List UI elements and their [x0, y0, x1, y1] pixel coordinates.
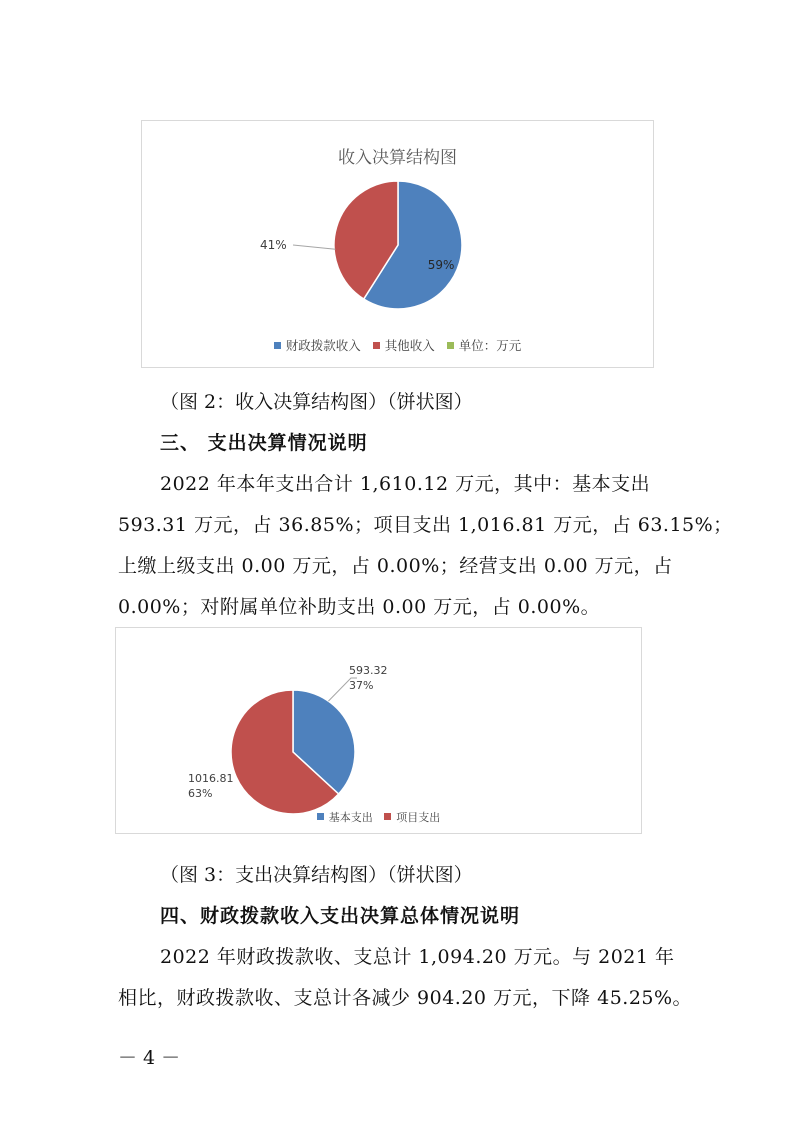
legend-swatch [384, 813, 391, 820]
legend-swatch [317, 813, 324, 820]
chart-legend [116, 809, 641, 825]
legend-swatch [373, 342, 380, 349]
legend-item-basic: 基本支出 [317, 809, 373, 825]
paragraph-line: 2022 年财政拨款收、支总计 1,094.20 万元。与 2021 年 [160, 946, 675, 968]
figure-2-caption: （图 2：收入决算结构图）（饼状图） [160, 391, 473, 413]
income-structure-chart [141, 120, 654, 368]
chart-legend [142, 336, 653, 354]
legend-item-unit: 单位：万元 [447, 336, 522, 354]
legend-swatch [274, 342, 281, 349]
paragraph-line: 593.31 万元，占 36.85%；项目支出 1,016.81 万元，占 63.15%； [118, 514, 733, 536]
income-pie [142, 121, 655, 369]
leader-line [293, 245, 335, 249]
slice-label-project: 1016.81 63% [188, 772, 234, 801]
paragraph-line: 0.00%；对附属单位补助支出 0.00 万元，占 0.00%。 [118, 596, 601, 618]
paragraph-line: 上缴上级支出 0.00 万元，占 0.00%；经营支出 0.00 万元，占 [118, 555, 673, 577]
paragraph-line: 相比，财政拨款收、支总计各减少 904.20 万元，下降 45.25%。 [118, 987, 693, 1009]
section-4-heading: 四、财政拨款收入支出决算总体情况说明 [160, 905, 521, 927]
expenditure-structure-chart [115, 627, 642, 834]
figure-3-caption: （图 3：支出决算结构图）（饼状图） [160, 864, 473, 886]
legend-item-project: 项目支出 [384, 809, 440, 825]
slice-label-59: 59% [427, 258, 455, 273]
page-number: － 4 － [118, 1047, 181, 1069]
paragraph-line: 2022 年本年支出合计 1,610.12 万元，其中：基本支出 [160, 473, 651, 495]
legend-item-fiscal: 财政拨款收入 [274, 336, 361, 354]
chart-title: 收入决算结构图 [338, 148, 457, 168]
expenditure-pie [116, 628, 643, 835]
slice-label-41: 41% [260, 238, 287, 252]
slice-label-basic: 593.32 37% [349, 664, 388, 693]
legend-swatch [447, 342, 454, 349]
section-3-heading: 三、 支出决算情况说明 [160, 432, 368, 454]
legend-item-other: 其他收入 [373, 336, 435, 354]
